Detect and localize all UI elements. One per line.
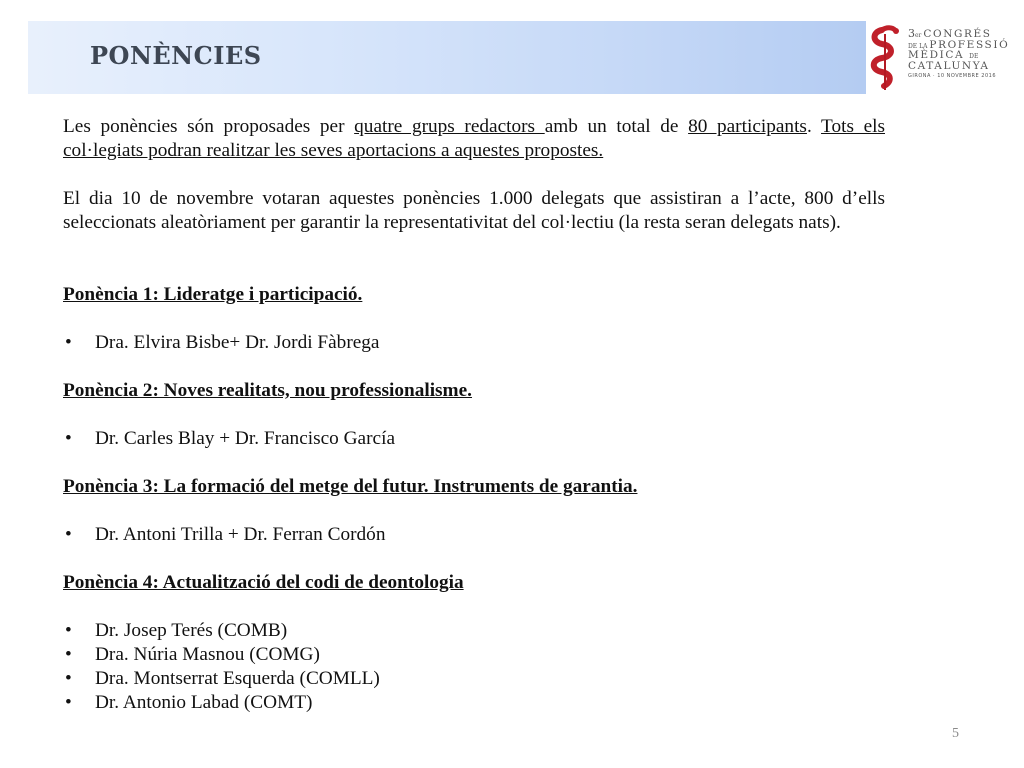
congress-logo [868,24,1010,94]
spacer [63,235,885,283]
bullet-list [63,619,885,715]
list-item: • Dr. Josep Terés (COMB) [63,619,885,643]
logo-line-3: MÈDICA DE [908,49,979,61]
page-number: 5 [952,726,959,741]
list-item: • Dra. Montserrat Esquerda (COMLL) [63,667,885,691]
section-heading: Ponència 3: La formació del metge del futur. Instruments de garantia. [63,476,638,497]
bullet-list [63,523,885,547]
page-title: PONÈNCIES [90,41,262,70]
list-item: • Dra. Núria Masnou (COMG) [63,643,885,667]
slide-content [63,115,885,715]
section-heading: Ponència 1: Lideratge i participació. [63,284,363,305]
section-heading: Ponència 4: Actualització del codi de deontologia [63,572,464,593]
logo-line-1: 3er CONGRÉS [908,27,992,40]
logo-wordmark [908,27,1010,79]
logo-footer: GIRONA · 10 NOVEMBRE 2016 [908,73,996,79]
logo-line-4: CATALUNYA [908,59,990,72]
bullet-list [63,331,885,355]
section-heading: Ponència 2: Noves realitats, nou professionalisme. [63,380,473,401]
caduceus-serpent-icon [868,24,908,94]
intro-paragraph-1: Les ponències són proposades per quatre grups redactors amb un total de 80 participants. Tots els col·legiats podran realitzar les seves aportacions a aquestes propostes. [63,116,885,161]
list-item: • Dr. Antoni Trilla + Dr. Ferran Cordón [63,523,885,547]
logo-line-2: DE LA PROFESSIÓ [908,38,1010,51]
intro-paragraph-2: El dia 10 de novembre votaran aquestes ponències 1.000 delegats que assistiran a l’acte, 800 d’ells seleccionats aleatòriament per garantir la representativitat del col·lectiu (la resta seran delegats nats). [63,188,885,233]
list-item: • Dr. Antonio Labad (COMT) [63,691,885,715]
list-item: • Dra. Elvira Bisbe+ Dr. Jordi Fàbrega [63,331,885,355]
bullet-list [63,427,885,451]
list-item: • Dr. Carles Blay + Dr. Francisco García [63,427,885,451]
